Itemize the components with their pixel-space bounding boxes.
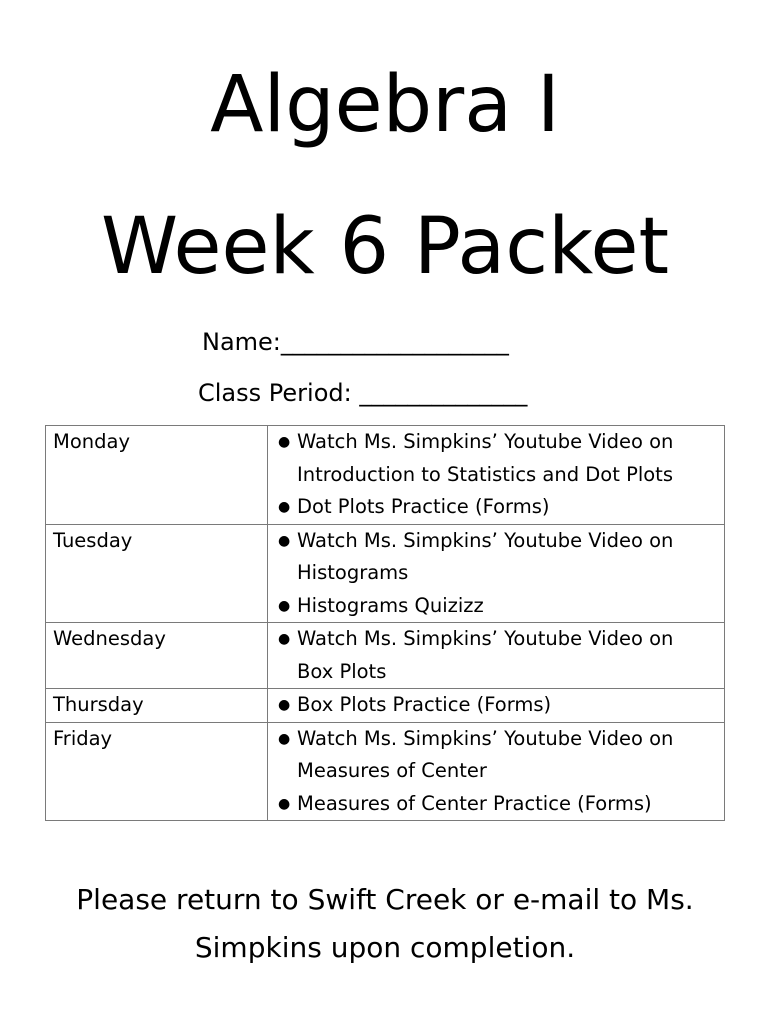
schedule-tasks-cell	[268, 722, 725, 821]
task-item	[278, 623, 724, 688]
return-instructions	[0, 876, 770, 972]
schedule-day-cell: Thursday	[46, 689, 268, 723]
task-text-line: Box Plots	[297, 659, 387, 683]
task-item	[278, 689, 724, 722]
bullet-icon: ●	[278, 631, 291, 647]
schedule-tasks-cell	[268, 689, 725, 723]
task-item	[278, 723, 724, 788]
task-text-line: Watch Ms. Simpkins’ Youtube Video on	[297, 528, 674, 552]
page-subtitle: Week 6 Packet	[100, 202, 670, 292]
task-text-line: Histograms	[297, 561, 409, 584]
task-text-line: Measures of Center Practice (Forms)	[297, 791, 652, 815]
bullet-icon: ●	[278, 795, 291, 812]
return-instructions-line-2: Simpkins upon completion.	[194, 931, 576, 964]
bullet-icon: ●	[278, 697, 291, 713]
schedule-row	[46, 426, 725, 525]
task-item	[278, 525, 724, 590]
schedule-day-cell: Monday	[46, 426, 268, 525]
schedule-day-cell: Wednesday	[46, 623, 268, 689]
bullet-icon: ●	[278, 434, 291, 450]
class-period-field-label: Class Period: ______________	[198, 379, 528, 407]
bullet-icon: ●	[278, 730, 291, 747]
task-text-line: Measures of Center	[297, 759, 487, 782]
schedule-tasks-cell	[268, 426, 725, 525]
schedule-row	[46, 524, 725, 623]
schedule-day-cell: Tuesday	[46, 524, 268, 623]
task-item	[278, 491, 724, 524]
schedule-row	[46, 722, 725, 821]
task-item	[278, 590, 724, 623]
task-list	[268, 525, 724, 623]
task-list	[268, 426, 724, 524]
name-field-label: Name:___________________	[202, 328, 509, 356]
task-list	[268, 689, 724, 722]
schedule-tasks-cell	[268, 524, 725, 623]
task-list	[268, 723, 724, 821]
task-item	[278, 426, 724, 491]
task-text-line: Watch Ms. Simpkins’ Youtube Video on	[297, 627, 674, 650]
task-text-line: Watch Ms. Simpkins’ Youtube Video on	[297, 430, 674, 453]
schedule-day-cell: Friday	[46, 722, 268, 821]
return-instructions-line-1: Please return to Swift Creek or e-mail to Ms.	[76, 883, 694, 916]
bullet-icon: ●	[278, 499, 291, 515]
task-text-line: Dot Plots Practice (Forms)	[297, 495, 550, 518]
task-text-line: Histograms Quizizz	[297, 593, 484, 617]
task-item	[278, 788, 724, 821]
schedule-row	[46, 623, 725, 689]
task-text-line: Introduction to Statistics and Dot Plots	[297, 462, 673, 486]
task-text-line: Box Plots Practice (Forms)	[297, 693, 552, 716]
page-title: Algebra I	[210, 60, 560, 150]
schedule-row	[46, 689, 725, 723]
schedule-tasks-cell	[268, 623, 725, 689]
bullet-icon: ●	[278, 532, 291, 549]
task-list	[268, 623, 724, 688]
task-text-line: Watch Ms. Simpkins’ Youtube Video on	[297, 726, 674, 750]
bullet-icon: ●	[278, 597, 291, 614]
weekly-schedule-table	[45, 425, 725, 821]
schedule-body	[46, 426, 725, 821]
